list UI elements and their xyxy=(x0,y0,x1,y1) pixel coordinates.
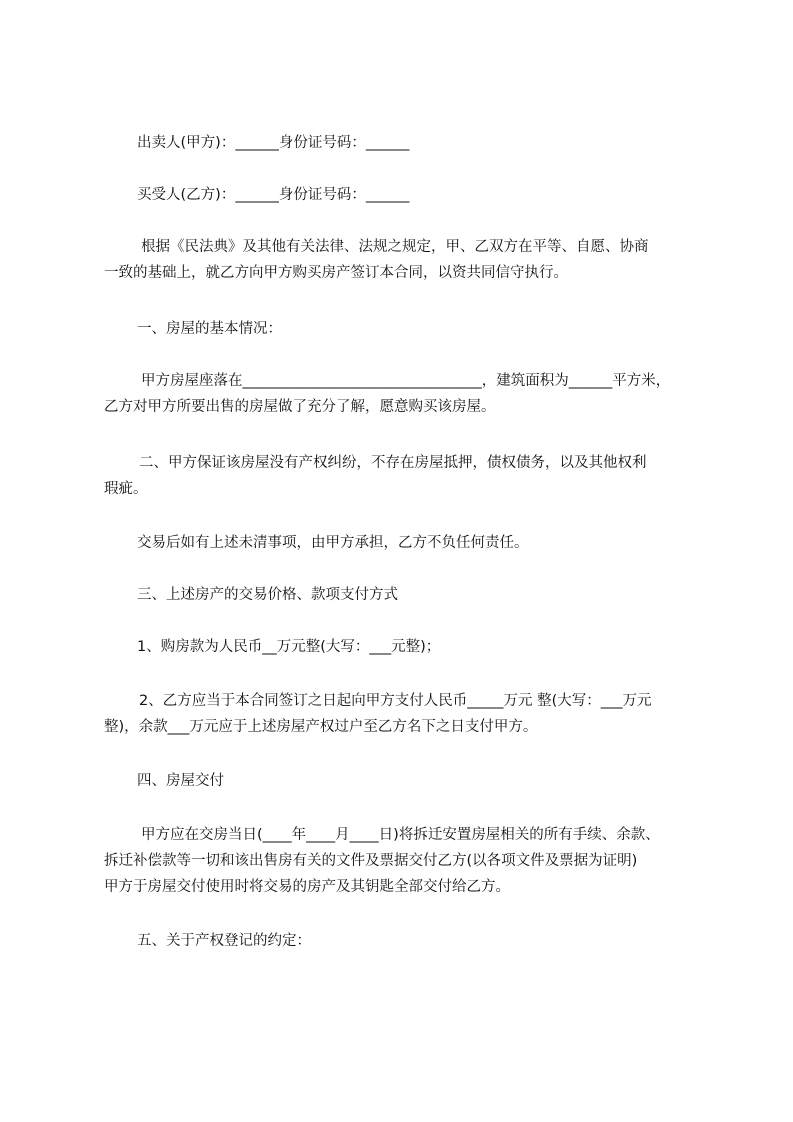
section3-heading: 三、上述房产的交易价格、款项支付方式 xyxy=(137,587,398,603)
section3-item2-line: 整)，余款___万元应于上述房屋产权过户至乙方名下之日支付甲方。 xyxy=(104,719,538,735)
section3-item2-line: 2、乙方应当于本合同签订之日起向甲方支付人民币_____万元 整(大写：___万元 xyxy=(139,693,652,709)
preamble-line: 一致的基础上，就乙方向甲方购买房产签订本合同，以资共同信守执行。 xyxy=(104,265,568,281)
preamble-line: 根据《民法典》及其他有关法律、法规之规定，甲、乙双方在平等、自愿、协商 xyxy=(141,239,649,255)
section3-item2 xyxy=(104,688,714,740)
section4-line: 甲方应在交房当日(____年____月____日)将拆迁安置房屋相关的所有手续、余款、 xyxy=(141,827,660,843)
section1-line: 乙方对甲方所要出售的房屋做了充分了解，愿意购买该房屋。 xyxy=(104,399,496,415)
section2-line: 瑕疵。 xyxy=(104,481,148,497)
preamble-paragraph xyxy=(104,234,714,286)
section5-heading: 五、关于产权登记的约定： xyxy=(137,933,311,949)
section2-note: 交易后如有上述未清事项，由甲方承担，乙方不负任何责任。 xyxy=(137,535,529,551)
section1-body xyxy=(104,368,714,420)
section4-line: 甲方于房屋交付使用时将交易的房产及其钥匙全部交付给乙方。 xyxy=(104,879,510,895)
section1-heading: 一、房屋的基本情况： xyxy=(137,321,282,337)
section4-heading: 四、房屋交付 xyxy=(137,773,224,789)
section2-line: 二、甲方保证该房屋没有产权纠纷，不存在房屋抵押，债权债务，以及其他权利 xyxy=(139,455,647,471)
seller-line: 出卖人(甲方)：______身份证号码：______ xyxy=(137,135,410,151)
section4-body xyxy=(104,822,714,900)
buyer-line: 买受人(乙方)：______身份证号码：______ xyxy=(137,187,410,203)
section1-line: 甲方房屋座落在_________________________________，建筑面积为______平方米， xyxy=(141,373,671,389)
section4-line: 拆迁补偿款等一切和该出售房有关的文件及票据交付乙方(以各项文件及票据为证明) xyxy=(104,853,638,869)
section2-body xyxy=(104,450,714,502)
section3-item1: 1、购房款为人民币__万元整(大写：___元整)； xyxy=(137,639,441,655)
